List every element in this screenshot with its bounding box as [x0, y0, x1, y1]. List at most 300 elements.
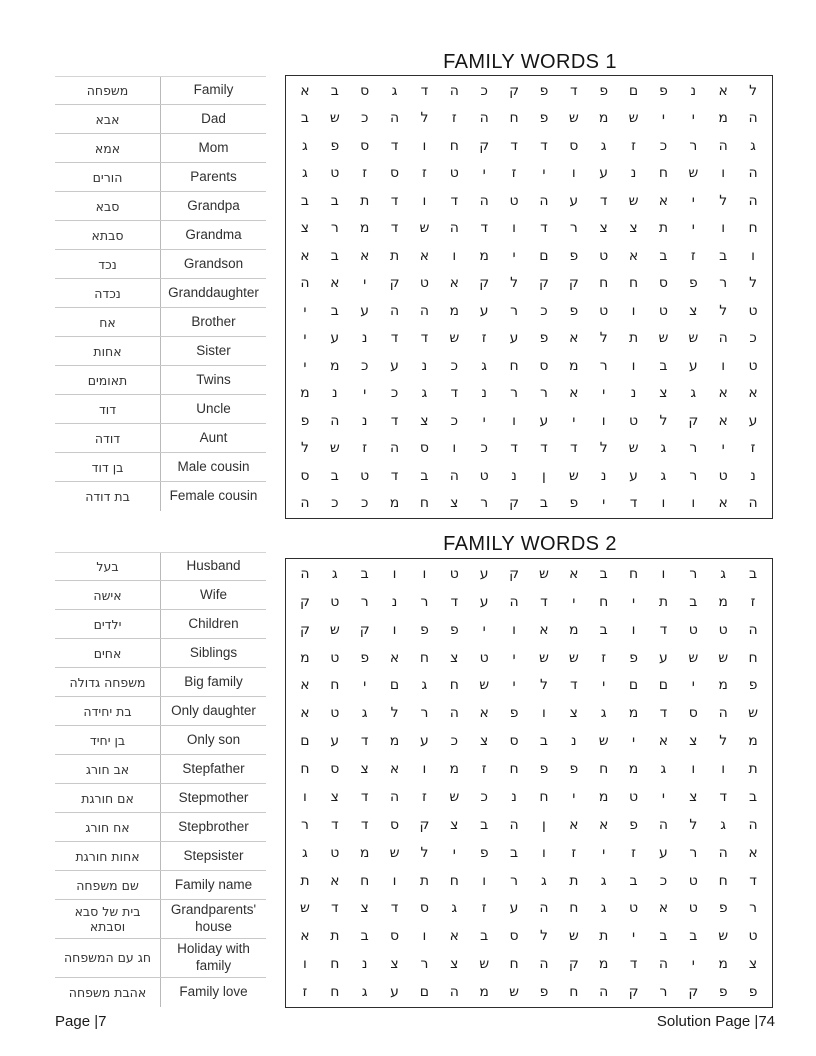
- grid-cell: ט: [658, 302, 668, 319]
- grid-cell: א: [718, 412, 728, 429]
- grid-cell: מ: [718, 956, 728, 973]
- word-row: [55, 279, 266, 308]
- grid-cell: ט: [509, 192, 519, 209]
- grid-cell: ב: [659, 357, 668, 374]
- grid-cell: מ: [718, 110, 728, 127]
- word-row: [55, 813, 266, 842]
- grid-cell: ש: [568, 649, 579, 666]
- grid-cell: צ: [689, 788, 698, 805]
- word-hebrew: בית של סבא וסבתא: [74, 903, 141, 934]
- grid-cell: ג: [361, 984, 368, 1001]
- grid-cell: צ: [569, 705, 578, 722]
- grid-cell: ט: [330, 165, 340, 182]
- grid-cell: מ: [300, 649, 310, 666]
- grid-cell: י: [542, 165, 546, 182]
- grid-cell: צ: [450, 956, 459, 973]
- grid-cell: ש: [568, 928, 579, 945]
- grid-cell: א: [360, 247, 370, 264]
- grid-cell: ט: [718, 467, 728, 484]
- word-hebrew: נכד: [98, 256, 117, 272]
- grid-cell: ר: [689, 467, 698, 484]
- grid-cell: ק: [628, 984, 639, 1001]
- grid-cell: ב: [300, 110, 309, 127]
- grid-cell: ח: [569, 900, 579, 917]
- grid-cell: פ: [479, 844, 489, 861]
- grid-cell: מ: [479, 247, 489, 264]
- grid-cell: ש: [568, 467, 579, 484]
- grid-cell: י: [452, 844, 456, 861]
- grid-cell: ד: [659, 621, 668, 638]
- grid-cell: א: [658, 900, 669, 917]
- grid-cell: ב: [689, 928, 698, 945]
- grid-cell: צ: [629, 220, 638, 237]
- grid-cell: ל: [749, 82, 758, 99]
- grid-cell: ט: [748, 357, 758, 374]
- grid-cell: ם: [628, 677, 639, 694]
- grid-cell: י: [572, 412, 576, 429]
- grid-cell: ח: [748, 220, 758, 237]
- grid-cell: פ: [688, 275, 698, 292]
- grid-cell: ד: [569, 82, 578, 99]
- grid-cell: ט: [599, 302, 609, 319]
- grid-cell: ב: [480, 928, 489, 945]
- grid-cell: ע: [479, 565, 489, 582]
- grid-cell: ט: [330, 593, 340, 610]
- grid-cell: ש: [389, 844, 400, 861]
- grid-cell: ז: [422, 788, 427, 805]
- word-hebrew: דוד: [98, 401, 117, 417]
- grid-cell: ב: [749, 565, 758, 582]
- word-row: [55, 424, 266, 453]
- grid-cell: ר: [420, 705, 429, 722]
- grid-cell: א: [569, 330, 579, 347]
- grid-cell: ג: [451, 900, 458, 917]
- grid-cell: ר: [330, 220, 339, 237]
- grid-cell: ם: [628, 82, 639, 99]
- word-row: [55, 453, 266, 482]
- grid-cell: ב: [629, 872, 638, 889]
- grid-cell: ו: [721, 761, 726, 778]
- word-hebrew: בן יחיד: [89, 732, 126, 748]
- grid-cell: ס: [419, 900, 429, 917]
- grid-cell: ד: [540, 137, 548, 154]
- grid-cell: ט: [479, 467, 489, 484]
- grid-cell: ג: [421, 677, 428, 694]
- puzzle-1-word-list: [55, 76, 266, 511]
- word-english: Grandma: [160, 221, 266, 249]
- grid-cell: ו: [392, 621, 397, 638]
- grid-cell: ש: [748, 705, 759, 722]
- word-row: [55, 610, 266, 639]
- grid-cell: פ: [569, 247, 579, 264]
- word-hebrew: נכדה: [94, 285, 121, 301]
- grid-cell: א: [389, 761, 400, 778]
- grid-cell: ז: [481, 900, 487, 917]
- grid-cell: צ: [450, 649, 459, 666]
- grid-cell: ט: [688, 900, 698, 917]
- grid-cell: ט: [449, 565, 459, 582]
- grid-cell: ד: [569, 677, 578, 694]
- grid-cell: ג: [541, 872, 547, 889]
- word-english: Holiday with family: [160, 939, 266, 977]
- word-row: [55, 308, 266, 337]
- grid-cell: א: [330, 275, 340, 292]
- grid-cell: פ: [629, 816, 638, 833]
- grid-cell: ר: [659, 984, 668, 1001]
- grid-cell: ח: [628, 565, 639, 582]
- grid-cell: ו: [571, 165, 576, 182]
- grid-cell: ה: [389, 440, 400, 457]
- grid-cell: ו: [751, 247, 755, 264]
- word-hebrew: בת יחידה: [83, 703, 132, 719]
- grid-cell: ב: [330, 82, 339, 99]
- grid-cell: פ: [569, 761, 579, 778]
- grid-cell: ד: [420, 330, 429, 347]
- grid-cell: ק: [419, 816, 430, 833]
- grid-cell: ט: [629, 788, 639, 805]
- grid-cell: כ: [360, 357, 369, 374]
- grid-cell: א: [300, 928, 310, 945]
- grid-cell: מ: [628, 705, 639, 722]
- grid-cell: ע: [599, 165, 609, 182]
- grid-cell: פ: [629, 649, 638, 666]
- grid-cell: נ: [481, 385, 487, 402]
- grid-cell: פ: [539, 82, 549, 99]
- grid-cell: ש: [688, 649, 699, 666]
- word-row: [55, 395, 266, 424]
- grid-cell: ת: [748, 761, 758, 778]
- grid-cell: כ: [659, 872, 668, 889]
- grid-cell: פ: [420, 621, 429, 638]
- grid-cell: ש: [329, 440, 340, 457]
- grid-cell: ד: [569, 440, 578, 457]
- grid-cell: ד: [450, 593, 459, 610]
- grid-cell: א: [569, 816, 579, 833]
- word-english: Female cousin: [160, 482, 266, 511]
- grid-cell: ו: [303, 788, 307, 805]
- grid-cell: ו: [661, 565, 666, 582]
- grid-cell: ו: [482, 872, 487, 889]
- grid-cell: א: [628, 247, 639, 264]
- grid-cell: ח: [509, 761, 519, 778]
- grid-cell: ט: [330, 844, 340, 861]
- word-english: Brother: [160, 308, 266, 336]
- grid-cell: י: [631, 928, 636, 945]
- grid-cell: ח: [330, 984, 340, 1001]
- grid-cell: ט: [419, 275, 429, 292]
- grid-cell: ע: [360, 302, 370, 319]
- grid-cell: ק: [299, 593, 310, 610]
- grid-cell: צ: [360, 900, 369, 917]
- grid-cell: ר: [300, 816, 309, 833]
- grid-cell: כ: [450, 733, 459, 750]
- word-hebrew: אב חורג: [85, 761, 130, 777]
- grid-cell: ו: [422, 928, 427, 945]
- grid-cell: ה: [748, 621, 758, 638]
- grid-cell: י: [691, 956, 695, 973]
- grid-cell: ג: [720, 565, 727, 582]
- word-row: [55, 726, 266, 755]
- grid-cell: ז: [690, 247, 696, 264]
- word-english: Big family: [160, 668, 266, 696]
- grid-cell: ו: [512, 412, 516, 429]
- grid-cell: ש: [479, 956, 490, 973]
- grid-cell: ח: [599, 593, 609, 610]
- grid-cell: ר: [749, 900, 758, 917]
- grid-cell: י: [572, 593, 576, 610]
- grid-cell: נ: [361, 412, 368, 429]
- grid-cell: א: [569, 385, 579, 402]
- grid-cell: צ: [689, 302, 698, 319]
- grid-cell: ת: [628, 330, 639, 347]
- grid-cell: ה: [479, 192, 489, 209]
- word-hebrew: אם חורגת: [81, 790, 134, 806]
- grid-cell: י: [721, 440, 725, 457]
- word-hebrew: חג עם המשפחה: [63, 950, 152, 966]
- grid-cell: י: [602, 495, 606, 512]
- grid-cell: ד: [540, 220, 548, 237]
- grid-cell: ל: [539, 928, 548, 945]
- grid-cell: פ: [449, 621, 459, 638]
- grid-cell: ר: [689, 565, 698, 582]
- puzzle-2-title: FAMILY WORDS 2: [443, 533, 617, 555]
- word-english: Children: [160, 610, 266, 638]
- grid-cell: ת: [330, 928, 340, 945]
- grid-cell: ו: [422, 565, 427, 582]
- grid-cell: ו: [721, 357, 726, 374]
- word-english: Uncle: [160, 395, 266, 423]
- grid-cell: י: [691, 192, 695, 209]
- grid-cell: א: [718, 82, 728, 99]
- grid-cell: ח: [330, 677, 340, 694]
- grid-cell: ה: [718, 844, 728, 861]
- grid-cell: כ: [331, 495, 339, 512]
- grid-cell: פ: [539, 761, 549, 778]
- grid-cell: ו: [542, 705, 546, 722]
- word-hebrew: אישה: [93, 587, 122, 603]
- grid-cell: ד: [390, 412, 399, 429]
- grid-cell: ד: [749, 872, 757, 889]
- grid-cell: מ: [718, 593, 728, 610]
- word-row: [55, 939, 266, 978]
- grid-cell: ח: [748, 649, 758, 666]
- grid-cell: ד: [540, 440, 548, 457]
- grid-cell: ח: [718, 872, 728, 889]
- word-row: [55, 842, 266, 871]
- word-row: [55, 639, 266, 668]
- grid-cell: ע: [569, 192, 579, 209]
- grid-cell: מ: [598, 110, 609, 127]
- grid-cell: ח: [449, 677, 459, 694]
- grid-cell: מ: [628, 761, 639, 778]
- grid-cell: ק: [359, 621, 370, 638]
- grid-cell: ר: [689, 440, 698, 457]
- grid-cell: ד: [390, 900, 399, 917]
- grid-cell: ד: [390, 330, 399, 347]
- grid-cell: ת: [658, 220, 669, 237]
- word-hebrew: ילדים: [93, 616, 122, 632]
- word-english: Siblings: [160, 639, 266, 667]
- grid-cell: ר: [420, 956, 429, 973]
- grid-cell: י: [602, 385, 606, 402]
- word-row: [55, 668, 266, 697]
- grid-cell: פ: [718, 984, 728, 1001]
- grid-cell: ש: [628, 440, 639, 457]
- grid-cell: ד: [390, 467, 399, 484]
- grid-cell: ג: [690, 385, 697, 402]
- grid-cell: ו: [392, 872, 397, 889]
- grid-cell: א: [300, 677, 310, 694]
- grid-cell: ע: [539, 412, 549, 429]
- grid-cell: ש: [628, 192, 639, 209]
- grid-cell: ס: [390, 165, 400, 182]
- grid-cell: ו: [691, 495, 696, 512]
- grid-cell: ש: [688, 330, 699, 347]
- grid-cell: פ: [360, 649, 370, 666]
- grid-cell: א: [748, 385, 758, 402]
- grid-cell: ר: [719, 275, 728, 292]
- grid-cell: ש: [299, 900, 310, 917]
- word-english: Family: [160, 77, 266, 104]
- grid-cell: נ: [630, 385, 637, 402]
- grid-cell: ח: [449, 872, 459, 889]
- grid-cell: צ: [599, 220, 608, 237]
- grid-cell: ו: [661, 495, 666, 512]
- grid-cell: ל: [689, 816, 698, 833]
- grid-cell: פ: [569, 302, 579, 319]
- grid-cell: ז: [481, 761, 487, 778]
- grid-cell: פ: [509, 705, 519, 722]
- grid-cell: ב: [719, 247, 728, 264]
- grid-cell: ה: [748, 495, 758, 512]
- grid-cell: א: [300, 705, 310, 722]
- grid-cell: ה: [300, 565, 310, 582]
- grid-cell: ס: [419, 440, 429, 457]
- grid-cell: פ: [748, 984, 758, 1001]
- grid-cell: י: [303, 330, 307, 347]
- word-english: Granddaughter: [160, 279, 266, 307]
- grid-cell: א: [419, 247, 430, 264]
- grid-cell: מ: [479, 984, 489, 1001]
- puzzle-1-letter-grid: [285, 75, 773, 519]
- grid-cell: ד: [360, 816, 369, 833]
- word-row: [55, 250, 266, 279]
- grid-cell: י: [363, 275, 367, 292]
- grid-cell: ת: [599, 928, 609, 945]
- grid-cell: נ: [511, 788, 517, 805]
- grid-cell: ח: [419, 649, 430, 666]
- grid-cell: א: [300, 247, 310, 264]
- grid-cell: ט: [330, 705, 340, 722]
- word-hebrew: דודה: [94, 430, 121, 446]
- grid-cell: נ: [571, 733, 577, 750]
- grid-cell: ד: [450, 385, 459, 402]
- grid-cell: ק: [568, 956, 579, 973]
- grid-cell: ש: [628, 110, 639, 127]
- grid-cell: ח: [599, 761, 609, 778]
- grid-cell: ו: [691, 761, 696, 778]
- grid-cell: ה: [599, 984, 609, 1001]
- grid-cell: ז: [302, 984, 308, 1001]
- word-hebrew: אחים: [93, 645, 122, 661]
- grid-cell: ו: [422, 137, 427, 154]
- grid-cell: ח: [509, 956, 519, 973]
- grid-cell: ז: [422, 165, 427, 182]
- grid-cell: ע: [420, 733, 429, 750]
- grid-cell: ע: [659, 844, 668, 861]
- grid-cell: ד: [480, 220, 489, 237]
- grid-cell: ו: [452, 247, 457, 264]
- grid-cell: ה: [389, 302, 400, 319]
- grid-cell: ר: [689, 844, 698, 861]
- grid-cell: ק: [538, 275, 549, 292]
- grid-cell: ר: [539, 385, 548, 402]
- word-row: [55, 581, 266, 610]
- grid-cell: ב: [420, 467, 429, 484]
- grid-cell: א: [718, 495, 728, 512]
- grid-cell: ה: [718, 705, 728, 722]
- word-row: [55, 192, 266, 221]
- grid-cell: ח: [628, 275, 639, 292]
- grid-cell: י: [512, 247, 516, 264]
- word-english: Male cousin: [160, 453, 266, 481]
- grid-cell: ס: [539, 357, 549, 374]
- grid-cell: פ: [330, 137, 340, 154]
- grid-cell: ס: [360, 82, 370, 99]
- grid-cell: ג: [600, 705, 607, 722]
- grid-cell: ש: [449, 330, 460, 347]
- grid-cell: ם: [419, 984, 430, 1001]
- grid-cell: נ: [511, 467, 517, 484]
- grid-cell: ח: [509, 110, 519, 127]
- grid-cell: ש: [718, 928, 729, 945]
- grid-cell: ו: [422, 192, 427, 209]
- word-english: Only daughter: [160, 697, 266, 725]
- grid-cell: י: [363, 385, 367, 402]
- grid-cell: ש: [329, 621, 340, 638]
- grid-cell: ס: [688, 705, 698, 722]
- word-hebrew: הורים: [92, 169, 123, 185]
- grid-cell: ד: [540, 593, 548, 610]
- word-row: [55, 697, 266, 726]
- grid-cell: כ: [450, 412, 459, 429]
- grid-cell: ג: [750, 137, 756, 154]
- grid-cell: ה: [449, 467, 459, 484]
- grid-cell: א: [300, 82, 310, 99]
- grid-cell: פ: [539, 110, 549, 127]
- grid-cell: ז: [451, 110, 457, 127]
- grid-cell: י: [482, 165, 486, 182]
- grid-cell: צ: [300, 220, 310, 237]
- grid-cell: ד: [330, 816, 339, 833]
- grid-cell: ל: [659, 412, 668, 429]
- grid-cell: פ: [599, 82, 609, 99]
- grid-cell: פ: [659, 82, 668, 99]
- grid-cell: א: [449, 275, 459, 292]
- grid-cell: ח: [539, 788, 549, 805]
- grid-cell: ע: [330, 733, 340, 750]
- grid-cell: ג: [660, 467, 667, 484]
- word-hebrew: אח חורג: [85, 819, 130, 835]
- grid-cell: ח: [599, 275, 609, 292]
- grid-cell: י: [691, 220, 695, 237]
- grid-cell: ש: [419, 220, 430, 237]
- grid-cell: צ: [748, 956, 758, 973]
- word-english: Parents: [160, 163, 266, 191]
- grid-cell: ל: [539, 677, 548, 694]
- word-english: Grandson: [160, 250, 266, 278]
- grid-cell: פ: [569, 495, 579, 512]
